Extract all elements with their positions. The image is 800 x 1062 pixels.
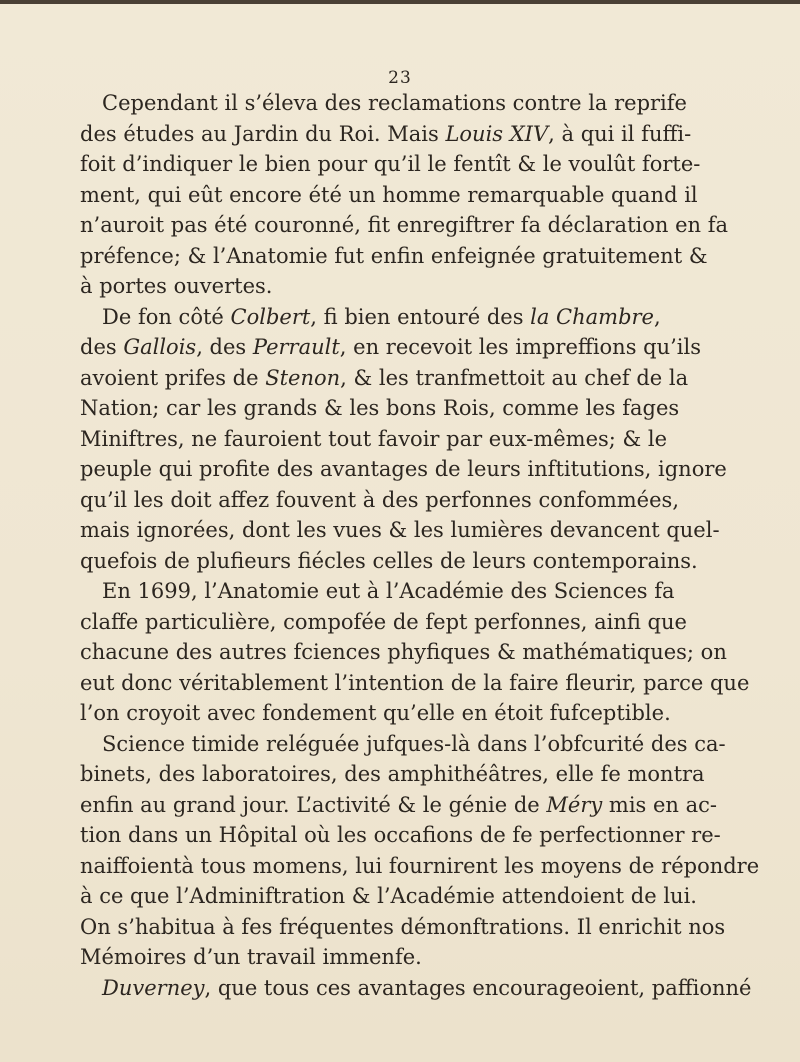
text-line: enfin au grand jour. L’activité & le génie de Méry mis en ac- [80,792,717,817]
text-line: chacune des autres fciences phyfiques & mathématiques; on [80,640,727,664]
text-line: naiffoientà tous momens, lui fournirent les moyens de répondre [80,853,760,878]
text-line: eut donc véritablement l’intention de la faire fleurir, parce que [80,670,750,695]
text-line: des études au Jardin du Roi. Mais Louis XIV, à qui il fuffi- [80,121,692,146]
text-line: foit d’indiquer le bien pour qu’il le fentît & le voulût forte- [80,152,701,176]
text-line: Cependant il s’éleva des reclamations contre la reprife [102,91,687,115]
text-line: Duverney, que tous ces avantages encourageoient, paffionné [102,975,752,1000]
text-line: Science timide reléguée jufques-là dans l’obfcurité des ca- [102,731,726,756]
text-line: Miniftres, ne fauroient tout favoir par eux-mêmes; & le [80,426,668,451]
text-line: binets, des laboratoires, des amphithéâtres, elle fe montra [80,762,705,786]
text-line: tion dans un Hôpital où les occafions de fe perfectionner re- [80,823,721,847]
text-line: En 1699, l’Anatomie eut à l’Académie des Sciences fa [102,579,675,603]
text-line: préfence; & l’Anatomie fut enfin enfeignée gratuitement & [80,243,708,268]
text-line: qu’il les doit affez fouvent à des perfonnes confommées, [80,487,679,512]
text-line: peuple qui profite des avantages de leurs inftitutions, ignore [80,457,727,481]
text-line: avoient prifes de Stenon, & les tranfmettoit au chef de la [80,365,689,390]
text-line: n’auroit pas été couronné, fit enregiftrer fa déclaration en fa [80,213,728,237]
text-line: Nation; car les grands & les bons Rois, comme les fages [80,396,680,420]
text-line: Mémoires d’un travail immenfe. [80,945,422,969]
text-line: quefois de plufieurs fiécles celles de leurs contemporains. [80,548,698,573]
text-line: mais ignorées, dont les vues & les lumières devancent quel- [80,518,720,542]
text-line: ment, qui eût encore été un homme remarquable quand il [80,182,698,207]
text-line: De fon côté Colbert, fi bien entouré des la Chambre, [102,304,661,329]
text-line: à portes ouvertes. [80,274,273,298]
text-line: l’on croyoit avec fondement qu’elle en étoit fufceptible. [80,701,671,725]
page-number: 23 [388,68,412,88]
text-line: à ce que l’Adminiftration & l’Académie attendoient de lui. [80,884,697,908]
text-line: On s’habitua à fes fréquentes démonftrations. Il enrichit nos [80,914,726,939]
text-line: des Gallois, des Perrault, en recevoit les impreffions qu’ils [80,335,702,359]
text-line: claffe particulière, compofée de fept perfonnes, ainfi que [80,609,687,634]
